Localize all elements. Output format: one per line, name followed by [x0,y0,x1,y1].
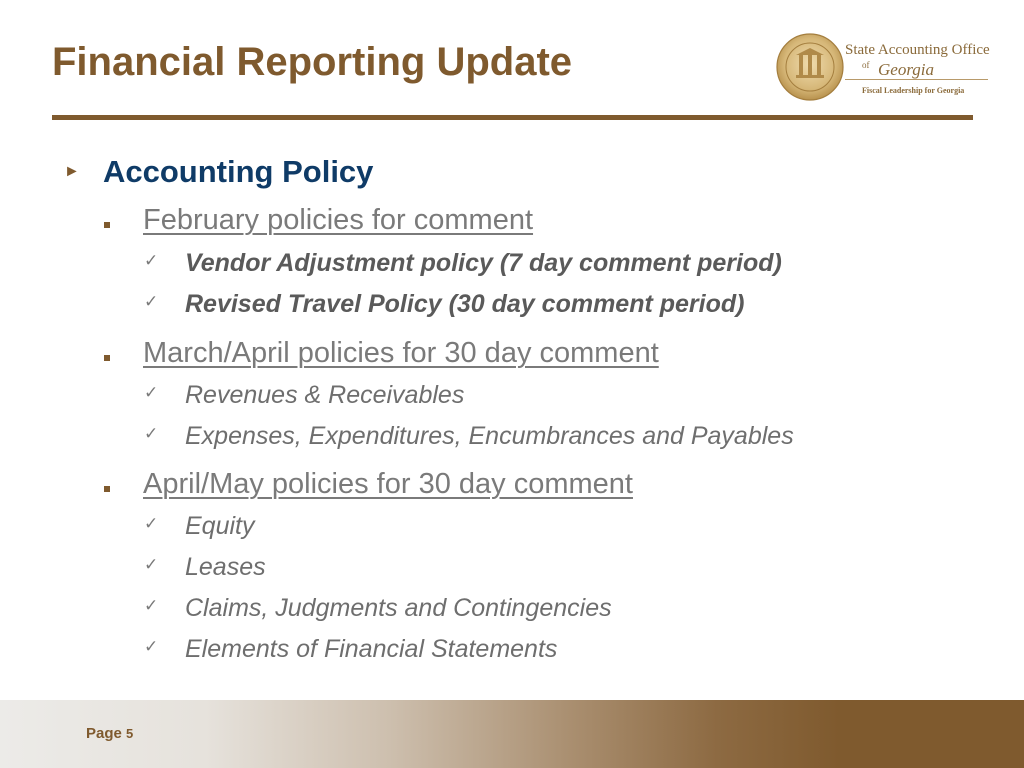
list-item-text: Revised Travel Policy (30 day comment period) [185,290,745,318]
square-bullet-icon [104,222,110,228]
check-icon: ✓ [144,424,159,444]
footer-band [0,700,1024,768]
logo-georgia: Georgia [878,60,935,79]
square-bullet-icon [104,486,110,492]
slide-title: Financial Reporting Update [52,40,573,84]
logo-of: of [862,60,870,70]
check-icon: ✓ [144,555,159,575]
group-label: March/April policies for 30 day comment [143,337,659,369]
check-icon: ✓ [144,383,159,403]
check-icon: ✓ [144,637,159,657]
group-label: April/May policies for 30 day comment [143,468,633,500]
list-item-text: Vendor Adjustment policy (7 day comment period) [185,249,782,277]
page-number: 5 [126,726,134,741]
triangle-right-icon: ► [64,163,80,180]
check-icon: ✓ [144,596,159,616]
list-item-text: Expenses, Expenditures, Encumbrances and Payables [185,422,794,450]
list-item-text: Revenues & Receivables [185,381,465,409]
page-indicator [86,725,133,742]
page-label: Page [86,725,122,742]
check-icon: ✓ [144,251,159,271]
list-item-text: Elements of Financial Statements [185,635,558,663]
logo-agency-name: State Accounting Office [845,42,990,58]
list-item-text: Leases [185,553,266,581]
group-label: February policies for comment [143,204,534,236]
square-bullet-icon [104,355,110,361]
check-icon: ✓ [144,514,159,534]
list-item-text: Equity [185,512,255,540]
section-heading: Accounting Policy [103,154,374,189]
logo-tagline: Fiscal Leadership for Georgia [862,86,965,95]
list-item-text: Claims, Judgments and Contingencies [185,594,612,622]
check-icon: ✓ [144,292,159,312]
